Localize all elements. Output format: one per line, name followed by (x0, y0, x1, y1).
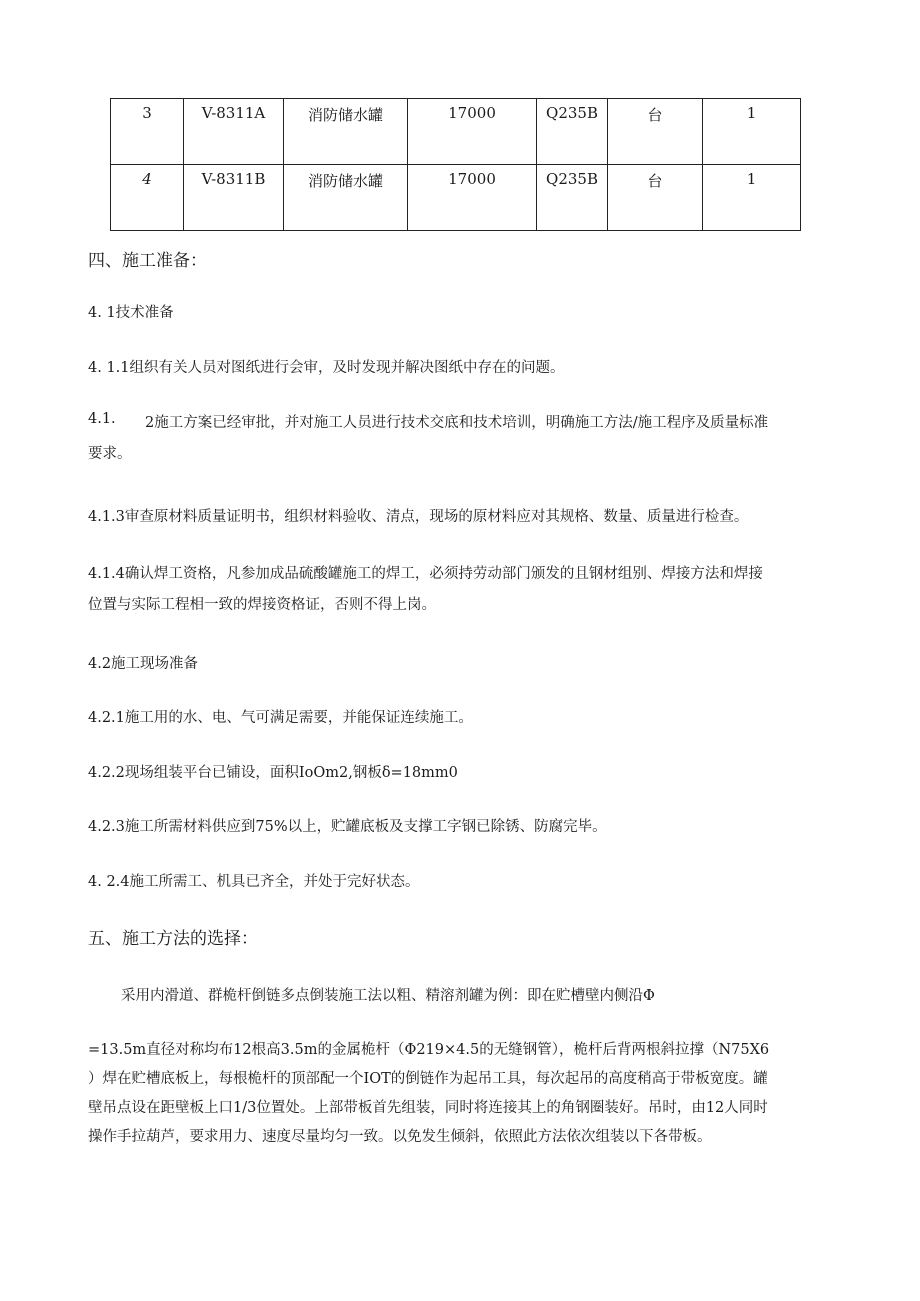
section-5-title: 五、施工方法的选择： (88, 929, 258, 949)
cell-volume: 17000 (408, 99, 537, 165)
item-4-2-2: 4.2.2现场组装平台已铺设，面积IoOm2,钢板δ=18mm0 (88, 765, 458, 781)
method-line-2: ）焊在贮槽底板上，每根桅杆的顶部配一个IOT的倒链作为起吊工具，每次起吊的高度稍高于带板宽度。罐 (88, 1071, 768, 1087)
item-4-1-4-line1: 4.1.4确认焊工资格，凡参加成品硫酸罐施工的焊工，必须持劳动部门颁发的且钢材组别、焊接方法和焊接 (88, 566, 763, 582)
cell-unit: 台 (608, 99, 703, 165)
item-4-1-2-number: 4.1. (88, 411, 116, 427)
method-line-3: 壁吊点设在距壁板上口1/3位置处。上部带板首先组装，同时将连接其上的角钢圈装好。吊时，由12人同时 (88, 1100, 768, 1116)
item-4-1-3: 4.1.3审查原材料质量证明书，组织材料验收、清点，现场的原材料应对其规格、数量、质量进行检查。 (88, 509, 749, 525)
heading-4-1: 4. 1技术准备 (88, 305, 174, 321)
cell-quantity: 1 (703, 165, 801, 231)
cell-tag: V-8311A (184, 99, 284, 165)
item-4-1-2-line1: 2施工方案已经审批，并对施工人员进行技术交底和技术培训，明确施工方法/施工程序及质量标准 (145, 415, 769, 431)
cell-name: 消防储水罐 (284, 165, 408, 231)
cell-quantity: 1 (703, 99, 801, 165)
cell-volume: 17000 (408, 165, 537, 231)
table-row (111, 165, 801, 231)
cell-seq: 3 (111, 99, 184, 165)
method-line-4: 操作手拉葫芦，要求用力、速度尽量均匀一致。以免发生倾斜，依照此方法依次组装以下各带板。 (88, 1129, 712, 1145)
table-row (111, 99, 801, 165)
cell-seq: 4 (111, 165, 184, 231)
item-4-1-4-line2: 位置与实际工程相一致的焊接资格证，否则不得上岗。 (88, 597, 436, 613)
equipment-table (110, 98, 801, 231)
method-intro: 采用内滑道、群桅杆倒链多点倒装施工法以粗、精溶剂罐为例：即在贮槽壁内侧沿Φ (121, 988, 655, 1004)
method-line-1: =13.5m直径对称均布12根高3.5m的金属桅杆（Φ219×4.5的无缝钢管），桅杆后背两根斜拉撑（N75X6 (88, 1042, 770, 1058)
cell-material: Q235B (537, 99, 608, 165)
cell-tag: V-8311B (184, 165, 284, 231)
cell-unit: 台 (608, 165, 703, 231)
item-4-1-2-line2: 要求。 (88, 446, 132, 462)
item-4-2-4: 4. 2.4施工所需工、机具已齐全，并处于完好状态。 (88, 874, 420, 890)
item-4-2-3: 4.2.3施工所需材料供应到75%以上，贮罐底板及支撑工字钢已除锈、防腐完毕。 (88, 819, 607, 835)
item-4-2-1: 4.2.1施工用的水、电、气可满足需要，并能保证连续施工。 (88, 710, 473, 726)
section-4-title: 四、施工准备： (88, 251, 207, 271)
cell-name: 消防储水罐 (284, 99, 408, 165)
cell-material: Q235B (537, 165, 608, 231)
item-4-1-1: 4. 1.1组织有关人员对图纸进行会审，及时发现并解决图纸中存在的问题。 (88, 360, 565, 376)
heading-4-2: 4.2施工现场准备 (88, 656, 199, 672)
